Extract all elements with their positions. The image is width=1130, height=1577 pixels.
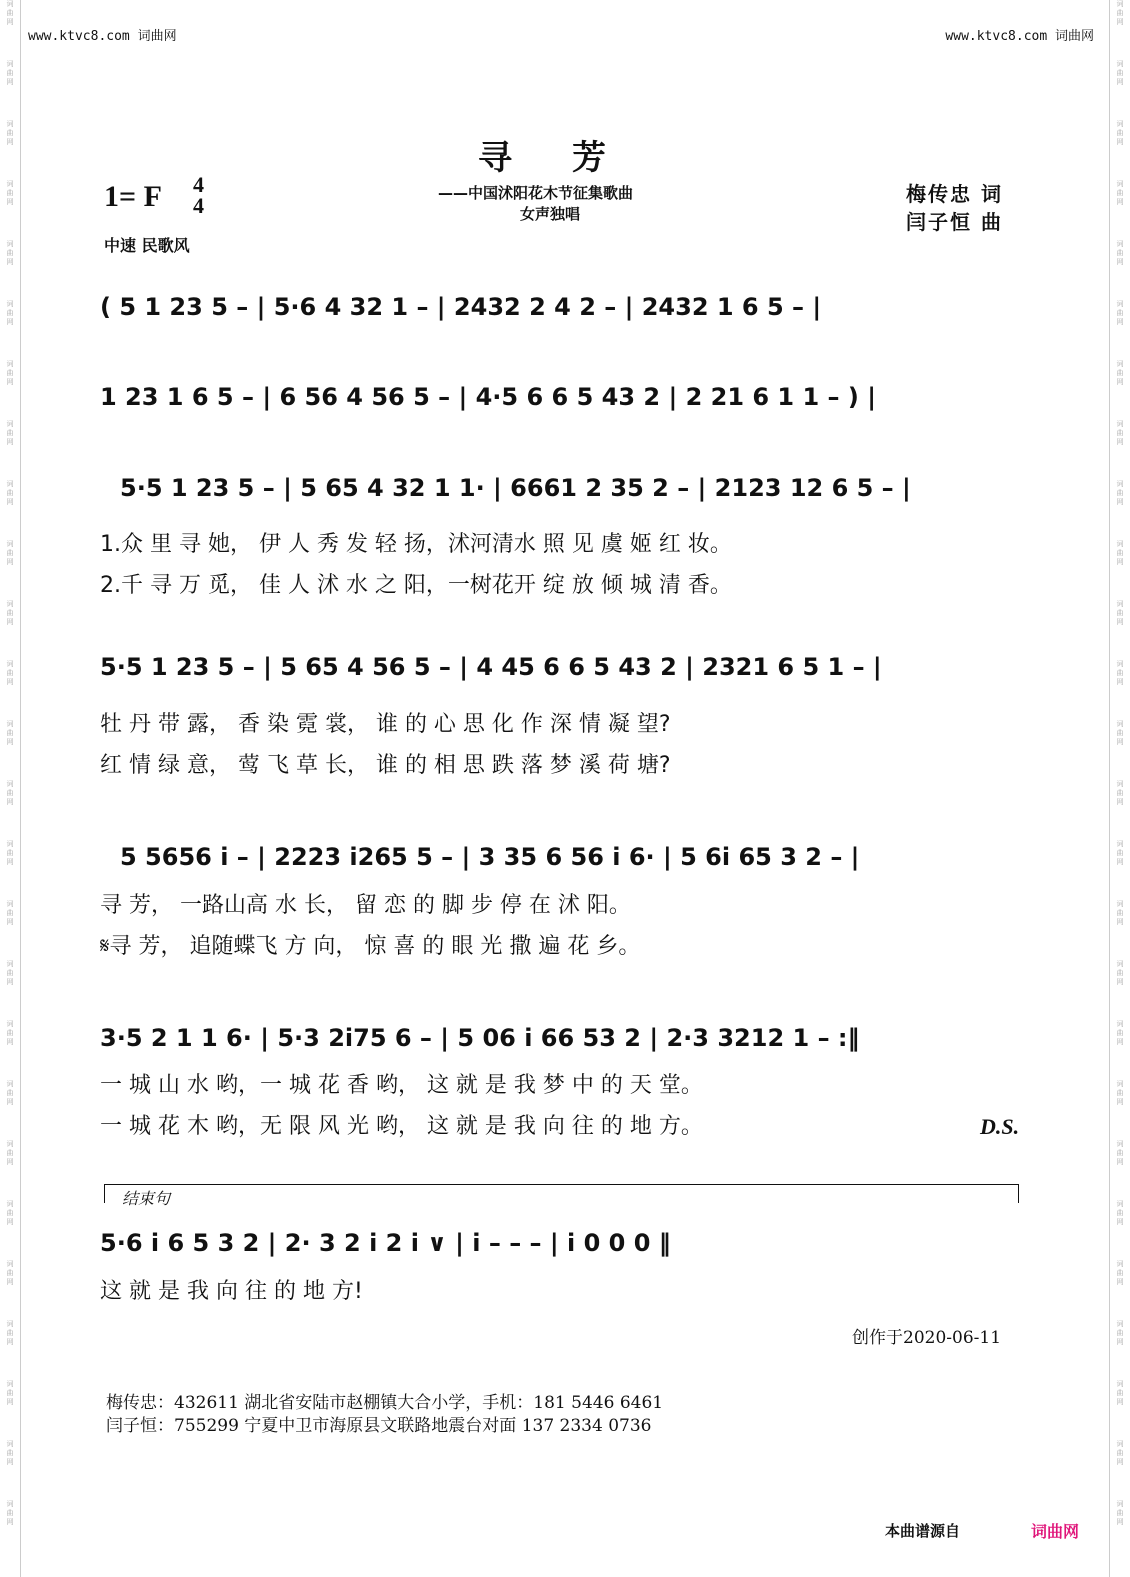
lyric-line-1a: 1.众 里 寻 她， 伊 人 秀 发 轻 扬，沭河清水 照 见 虞 姬 红 妆。	[100, 532, 732, 557]
time-signature	[193, 174, 204, 216]
composer: 闫子恒 曲	[906, 210, 1003, 234]
score-row-intro-2: 1 23 1 6 5 – | 6 56 4 56 5 – | 4·5 6 6 5 43 2 | 2 21 6 1 1 – ) |	[100, 383, 876, 411]
watermark-glyph: 词 曲 网	[1116, 1440, 1124, 1466]
lyric-line-4a: 一 城 山 水 哟，一 城 花 香 哟， 这 就 是 我 梦 中 的 天 堂。	[100, 1073, 703, 1098]
watermark-glyph: 词 曲 网	[1116, 120, 1124, 146]
watermark-glyph: 词 曲 网	[6, 780, 14, 806]
lyric-line-2a: 牡 丹 带 露， 香 染 霓 裳， 谁 的 心 思 化 作 深 情 凝 望?	[100, 712, 671, 737]
watermark-glyph: 词 曲 网	[1116, 1380, 1124, 1406]
watermark-glyph: 词 曲 网	[1116, 1500, 1124, 1526]
watermark-glyph: 词 曲 网	[6, 300, 14, 326]
watermark-glyph: 词 曲 网	[1116, 960, 1124, 986]
watermark-glyph: 词 曲 网	[1116, 1140, 1124, 1166]
watermark-glyph: 词 曲 网	[1116, 1260, 1124, 1286]
watermark-glyph: 词 曲 网	[6, 360, 14, 386]
score-row-chorus-2: 3·5 2 1 1 6· | 5·3 2i75 6 – | 5 06 i 66 53 2 | 2·3 3212 1 – :‖	[100, 1024, 860, 1052]
watermark-glyph: 词 曲 网	[1116, 720, 1124, 746]
watermark-glyph: 词 曲 网	[6, 1260, 14, 1286]
watermark-glyph: 词 曲 网	[1116, 1200, 1124, 1226]
watermark-glyph: 词 曲 网	[6, 1440, 14, 1466]
dal-segno-mark: D.S.	[980, 1114, 1020, 1139]
watermark-glyph: 词 曲 网	[6, 1380, 14, 1406]
watermark-glyph: 词 曲 网	[6, 1140, 14, 1166]
song-performance: 女声独唱	[520, 205, 581, 223]
score-row-chorus-1: 5 5656 i – | 2223 i265 5 – | 3 35 6 56 i 6· | 5 6i 65 3 2 – |	[120, 843, 860, 871]
watermark-glyph: 词 曲 网	[1116, 1020, 1124, 1046]
watermark-glyph: 词 曲 网	[6, 900, 14, 926]
watermark-glyph: 词 曲 网	[1116, 300, 1124, 326]
watermark-glyph: 词 曲 网	[6, 1080, 14, 1106]
watermark-glyph: 词 曲 网	[6, 120, 14, 146]
watermark-glyph: 词 曲 网	[1116, 420, 1124, 446]
ending-bracket	[104, 1184, 1019, 1203]
watermark-glyph: 词 曲 网	[6, 0, 14, 26]
watermark-glyph: 词 曲 网	[1116, 180, 1124, 206]
time-sig-top: 4	[193, 172, 204, 197]
watermark-glyph: 词 曲 网	[1116, 480, 1124, 506]
contact-composer: 闫子恒：755299 宁夏中卫市海原县文联路地震台对面 137 2334 0736	[106, 1416, 652, 1436]
watermark-glyph: 词 曲 网	[6, 1320, 14, 1346]
watermark-glyph: 词 曲 网	[6, 540, 14, 566]
lyric-line-4b: 一 城 花 木 哟，无 限 风 光 哟， 这 就 是 我 向 往 的 地 方。	[100, 1114, 703, 1139]
lyric-line-ending: 这 就 是 我 向 往 的 地 方!	[100, 1279, 363, 1304]
watermark-glyph: 词 曲 网	[1116, 60, 1124, 86]
song-subtitle: ——中国沭阳花木节征集歌曲	[438, 184, 634, 202]
watermark-glyph: 词 曲 网	[1116, 360, 1124, 386]
watermark-glyph: 词 曲 网	[1116, 1320, 1124, 1346]
site-header-right[interactable]: www.ktvc8.com 词曲网	[945, 29, 1094, 44]
watermark-glyph: 词 曲 网	[1116, 840, 1124, 866]
score-row-intro-1: ( 5 1 23 5 – | 5·6 4 32 1 – | 2432 2 4 2 – | 2432 1 6 5 – |	[100, 293, 822, 321]
key-signature: 1= F	[104, 180, 162, 213]
score-row-verse-2: 5·5 1 23 5 – | 5 65 4 56 5 – | 4 45 6 6 5 43 2 | 2321 6 5 1 – |	[100, 653, 882, 681]
creation-date: 创作于2020-06-11	[852, 1328, 1002, 1348]
watermark-glyph: 词 曲 网	[1116, 240, 1124, 266]
ending-label: 结束句	[122, 1189, 171, 1208]
watermark-glyph: 词 曲 网	[6, 840, 14, 866]
watermark-glyph: 词 曲 网	[1116, 660, 1124, 686]
watermark-glyph: 词 曲 网	[1116, 780, 1124, 806]
watermark-glyph: 词 曲 网	[6, 60, 14, 86]
watermark-glyph: 词 曲 网	[6, 480, 14, 506]
watermark-glyph: 词 曲 网	[6, 720, 14, 746]
lyric-line-3a: 寻 芳， 一路山高 水 长， 留 恋 的 脚 步 停 在 沭 阳。	[100, 893, 631, 918]
contact-lyricist: 梅传忠：432611 湖北省安陆市赵棚镇大合小学，手机：181 5446 6461	[106, 1393, 664, 1413]
watermark-glyph: 词 曲 网	[6, 960, 14, 986]
source-site-link[interactable]: 词曲网	[1031, 1522, 1080, 1541]
watermark-glyph: 词 曲 网	[6, 660, 14, 686]
watermark-glyph: 词 曲 网	[6, 240, 14, 266]
watermark-glyph: 词 曲 网	[6, 1200, 14, 1226]
site-header-left[interactable]: www.ktvc8.com 词曲网	[28, 29, 177, 44]
lyricist: 梅传忠 词	[906, 182, 1003, 206]
score-row-ending: 5·6 i 6 5 3 2 | 2· 3 2 i 2 i ∨ | i – – – | i 0 0 0 ‖	[100, 1229, 671, 1257]
watermark-glyph: 词 曲 网	[1116, 0, 1124, 26]
watermark-glyph: 词 曲 网	[1116, 1080, 1124, 1106]
time-sig-bottom: 4	[193, 193, 204, 218]
lyric-line-3b: 𝄋寻 芳， 追随蝶飞 方 向， 惊 喜 的 眼 光 撒 遍 花 乡。	[100, 934, 641, 959]
watermark-glyph: 词 曲 网	[6, 1020, 14, 1046]
tempo-marking: 中速 民歌风	[104, 236, 190, 255]
watermark-glyph: 词 曲 网	[1116, 540, 1124, 566]
watermark-glyph: 词 曲 网	[6, 600, 14, 626]
lyric-line-1b: 2.千 寻 万 觅， 佳 人 沭 水 之 阳，一树花开 绽 放 倾 城 清 香。	[100, 573, 732, 598]
score-row-verse-1: 5·5 1 23 5 – | 5 65 4 32 1 1· | 6661 2 35 2 – | 2123 12 6 5 – |	[120, 474, 911, 502]
lyric-line-2b: 红 情 绿 意， 莺 飞 草 长， 谁 的 相 思 跌 落 梦 溪 荷 塘?	[100, 753, 671, 778]
watermark-glyph: 词 曲 网	[1116, 900, 1124, 926]
watermark-glyph: 词 曲 网	[6, 180, 14, 206]
watermark-glyph: 词 曲 网	[6, 420, 14, 446]
source-label: 本曲谱源自	[885, 1522, 961, 1540]
song-title: 寻芳	[478, 138, 666, 178]
watermark-glyph: 词 曲 网	[6, 1500, 14, 1526]
watermark-glyph: 词 曲 网	[1116, 600, 1124, 626]
